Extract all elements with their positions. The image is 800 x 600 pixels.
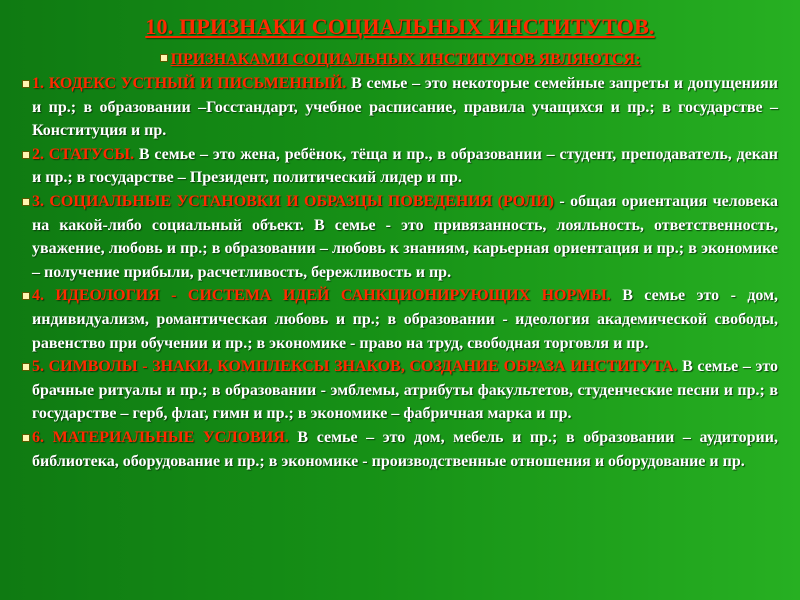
slide-subtitle: ПРИЗНАКАМИ СОЦИАЛЬНЫХ ИНСТИТУТОВ ЯВЛЯЮТСЯ: <box>170 51 641 68</box>
item-heading: 2. СТАТУСЫ. <box>32 145 135 163</box>
list-item-roles <box>22 190 778 284</box>
subtitle-row <box>22 50 778 70</box>
square-bullet-icon <box>160 54 168 62</box>
square-bullet-icon <box>22 198 30 206</box>
item-heading: 5. СИМВОЛЫ - ЗНАКИ, КОМПЛЕКСЫ ЗНАКОВ, СОЗДАНИЕ ОБРАЗА ИНСТИТУТА. <box>32 358 678 376</box>
square-bullet-icon <box>22 80 30 88</box>
item-heading: 6. МАТЕРИАЛЬНЫЕ УСЛОВИЯ. <box>32 428 289 446</box>
list-item-ideology <box>22 284 778 355</box>
list-item-statuses <box>22 143 778 190</box>
item-text: - общая ориентация человека на какой-либо социальный объект. В семье - это привязанность, лояльность, ответственность, уважение, любовь и пр.; в образовании – любовь к знаниям, карьерная ориентация и пр.; в экономике – получение прибыли, расчетливость, бережливость и пр. <box>32 192 779 281</box>
item-text: В семье – это дом, мебель и пр.; в образовании – аудитории, библиотека, оборудование и пр.; в экономике - производственные отношения и оборудование и пр. <box>32 428 778 470</box>
list-item-material-conditions <box>22 426 778 473</box>
item-text: В семье это - дом, индивидуализм, романтическая любовь и пр.; в образовании - идеология академической свободы, равенство при обучении и пр.; в экономике - право на труд, свободная торговля и пр. <box>32 287 779 352</box>
slide-title: 10. ПРИЗНАКИ СОЦИАЛЬНЫХ ИНСТИТУТОВ. <box>145 14 655 39</box>
item-heading: 1. КОДЕКС УСТНЫЙ И ПИСЬМЕННЫЙ. <box>32 75 347 92</box>
item-heading: 4. ИДЕОЛОГИЯ - СИСТЕМА ИДЕЙ САНКЦИОНИРУЮЩИХ НОРМЫ. <box>32 287 611 305</box>
item-text: В семье – это некоторые семейные запреты и допущенияи и пр.; в образовании –Госстандарт, учебное расписание, правила учащихся и пр.; в государстве – Конституция и пр. <box>32 75 778 140</box>
list-item-code <box>22 72 778 143</box>
square-bullet-icon <box>22 292 30 300</box>
square-bullet-icon <box>22 434 30 442</box>
item-text: В семье – это брачные ритуалы и пр.; в образовании - эмблемы, атрибуты факультетов, студенческие песни и пр.; в государстве – герб, флаг, гимн и пр.; в экономике – фабричная марка и пр. <box>32 358 779 423</box>
list-item-symbols <box>22 355 778 426</box>
item-text: В семье – это жена, ребёнок, тёща и пр., в образовании – студент, преподаватель, декан и пр.; в государстве – Президент, политический лидер и пр. <box>32 145 778 187</box>
square-bullet-icon <box>22 363 30 371</box>
item-heading: 3. СОЦИАЛЬНЫЕ УСТАНОВКИ И ОБРАЗЦЫ ПОВЕДЕНИЯ (РОЛИ) <box>32 192 555 210</box>
square-bullet-icon <box>22 151 30 159</box>
